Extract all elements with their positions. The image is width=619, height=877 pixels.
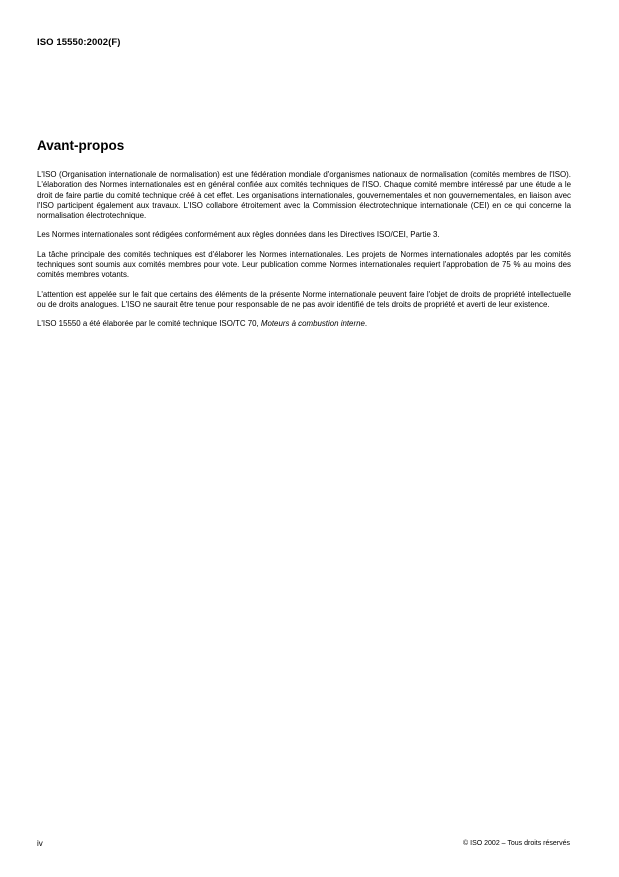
page-number: iv <box>37 839 43 848</box>
committee-title: Moteurs à combustion interne <box>260 319 365 329</box>
foreword-body <box>37 170 571 339</box>
copyright-notice: © ISO 2002 – Tous droits réservés <box>463 840 570 847</box>
paragraph-prepared-by <box>37 319 571 329</box>
paragraph-technical-committees: La tâche principale des comités techniques est d'élaborer les Normes internationales. Les projets de Normes internationales adoptés par les comités techniques sont soumis aux comités membres pour vote. Leur publication comme Normes internationales requiert l'approbation de 75 % au moins des comités membres votants. <box>37 249 571 280</box>
paragraph-patent-rights: L'attention est appelée sur le fait que certains des éléments de la présente Norme internationale peuvent faire l'objet de droits de propriété intellectuelle ou de droits analogues. L'ISO ne saurait être tenue pour responsable de ne pas avoir identifié de tels droits de propriété et averti de leur existence. <box>37 289 571 309</box>
prepared-by-end: . <box>364 319 368 329</box>
section-title: Avant-propos <box>37 138 125 153</box>
paragraph-directives: Les Normes internationales sont rédigées conformément aux règles données dans les Directives ISO/CEI, Partie 3. <box>37 230 440 240</box>
paragraph-iso-organisation: L'ISO (Organisation internationale de normalisation) est une fédération mondiale d'organismes nationaux de normalisation (comités membres de l'ISO). L'élaboration des Normes internationales est en général confiée aux comités techniques de l'ISO. Chaque comité membre intéressé par une étude a le droit de faire partie du comité technique créé à cet effet. Les organisations internationales, gouvernementales et non gouvernementales, en liaison avec l'ISO participent également aux travaux. L'ISO collabore étroitement avec la Commission électrotechnique internationale (CEI) en ce qui concerne la normalisation électrotechnique. <box>37 170 571 221</box>
prepared-by-text: L'ISO 15550 a été élaborée par le comité technique ISO/TC 70, <box>37 319 261 329</box>
document-code: ISO 15550:2002(F) <box>37 37 121 48</box>
